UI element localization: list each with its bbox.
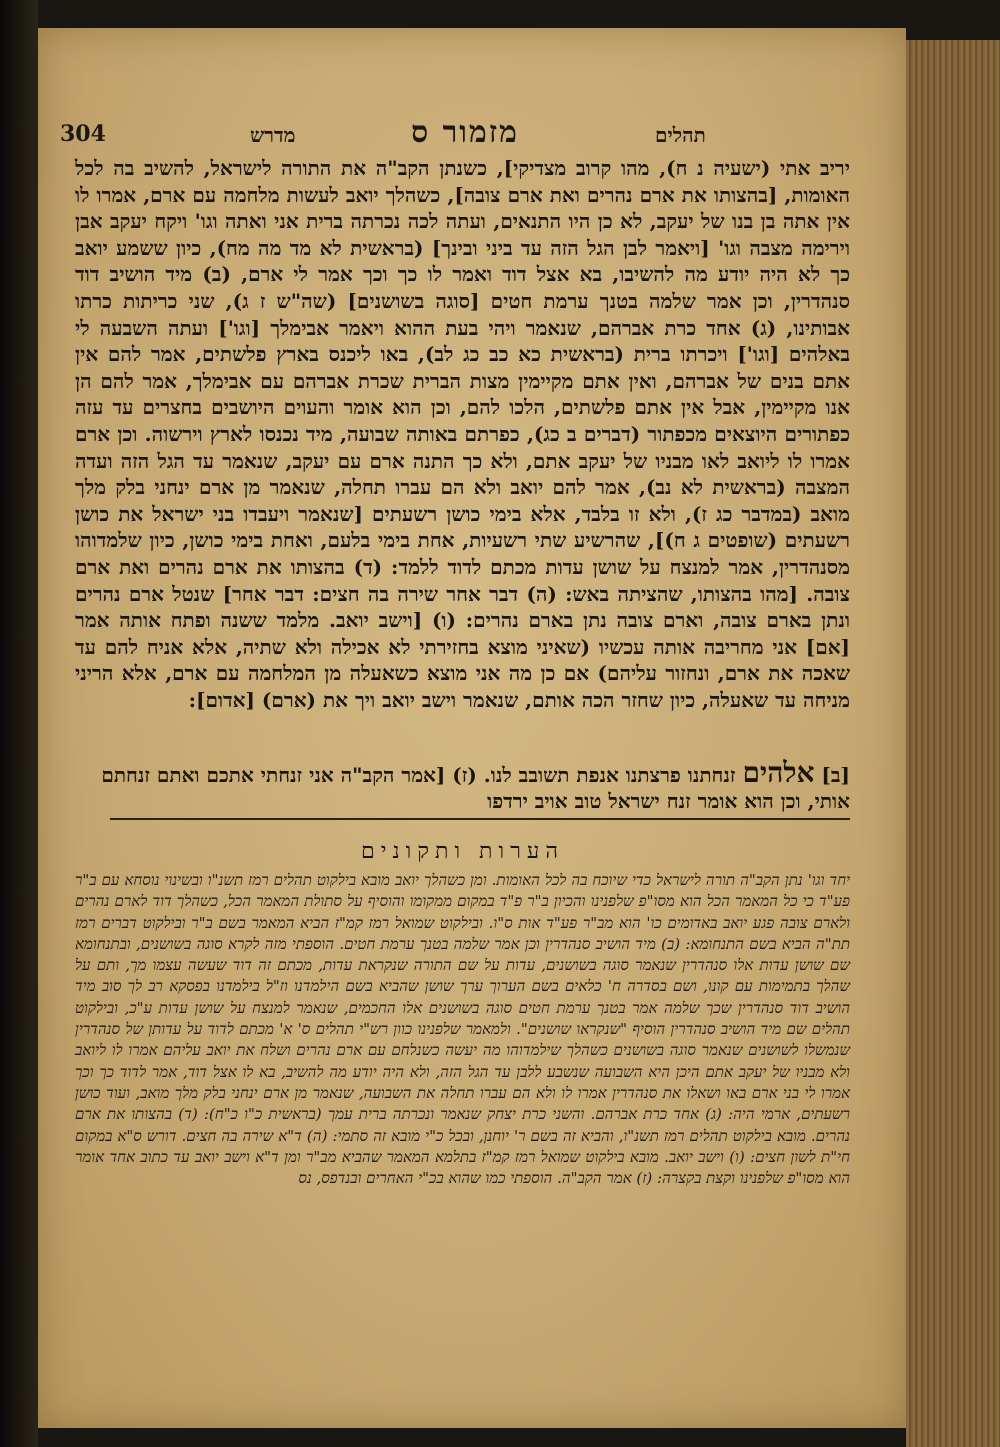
main-text-block	[75, 155, 850, 713]
page-number: 304	[60, 121, 106, 147]
header-book-label: מדרש	[250, 123, 296, 147]
verse-block	[75, 756, 850, 814]
section-divider	[110, 818, 850, 820]
verse-number: [ב]	[821, 763, 850, 787]
notes-text: יחד וגו' נתן הקב"ה תורה לישראל כדי שיוכח בה לכל האומות. ומן כשהלך יואב מובא בילקוט תהלים רמז תשנ"ו ובשינוי נוסחא עם ב"ר פע"ד כי כל המאמר הכל הוא מסו"פ שלפנינו והכיון ב"ר פ"ד במקום ממקומו והוסיף על סתולת המאמר הכל, כשהלך דוד לארם נהרים ולארם צובה פגע יואב באדומים כו' הוא מב"ר פע"ד אות ס"ו. ובילקוט שמואל רמז קמ"ז הביא המאמר בשם ב"ר ובילקוט דברים רמז תת"ה הביא בשם התנחומא: (ב) מיד הושיב סנהדרין וכן אמר שלמה בטנך ערמת חטים. הוספתי מזה לקרא סוגה בשושנים, ובתנחומא שם שושן עדות אלו סנהדרין שנאמר סוגה בשושנים, עדות על שם התורה שנקראת עדות, מכתם זה דוד שעשה עצמו מך, ותם על שהלך בתמימות עם קונו, ושם בסדרה ח' כלאים בשם הערוך ערך שושן שהביא בשם הילמדנו וז"ל בילמדנו בפסקא רב לך סוב מיד הושיב דוד סנהדרין שכך שלמה אמר בטנך ערמת חטים סוגה בשושנים אלו החכמים, שנאמר למנצח על שושן עדות ע"כ, ובילקוט תהלים שם מיד הושיב סנהדרין הוסיף "שנקראו שושנים". ולמאמר שלפנינו כוון רש"י תהלים ס' א' מכתם לדוד על עדותן של סנהדרין שנמשלו לשושנים שנאמר סוגה בשושנים כשהלך שילמדוהו מה יעשה כשנלחם עם ארם נהרים ושלח את יואב עליהם אמרו לו ליואב ולא מבניו של יעקב אתם היכן היא השבועה שנשבע ללבן עד הגל הזה, ולא היה יודע מה להשיב, בא לו אצל דוד, אמר לדוד כך וכך אמרו לי בני ארם באו ושאלו את סנהדרין אמרו לו ולא הם עברו תחלה את השבועה, שנאמר מן ארם ינחני בלק מלך מואב, ועוד כושן רשעתים, ארמי היה: (ג) אחד כרת אברהם. והשני כרת יצחק שנאמר ונכרתה ברית עמך (בראשית כ"ו כ"ח): (ד) בהצותו את ארם נהרים. מובא בילקוט תהלים רמז תשנ"ו, והביא זה בשם ר' יוחנן, ובכל כ"י מובא זה סתמי: (ה) ד"א שירה בה חצים. דורש ס"א במקום חי"ת לשון חצים: (ו) וישב יואב. מובא בילקוט שמואל רמז קמ"ז בתלמא המאמר שהביא מב"ר ומן ד"א וישב יואב עד כתוב אחד אומר הוא מסו"פ שלפנינו וקצת בקצרה: (ז) אמר הקב"ה. הוספתי כמו שהוא בכ"י האחרים ובנדפס, נס	[75, 871, 850, 1188]
header-section-label: תהלים	[655, 123, 706, 147]
book-page-edges	[906, 40, 1000, 1447]
notes-heading: הערות ותקונים	[360, 839, 565, 864]
scan-left-border	[0, 0, 38, 1447]
header-title: מזמור ס	[411, 115, 519, 150]
verse-lemma: אלהים	[742, 756, 815, 789]
notes-block	[75, 870, 850, 1189]
verse-text: זנחתנו פרצתנו אנפת תשובב לנו. (ז) [אמר הקב"ה אני זנחתי אתכם ואתם זנחתם אותי, וכן הוא אומר זנח ישראל טוב אויב ירדפו	[101, 763, 850, 813]
main-text: יריב אתי (ישעיה נ ח), מהו קרוב מצדיקי], כשנתן הקב"ה את התורה לישראל, להשיב בה לכל האומות, [בהצותו את ארם נהרים ואת ארם צובה], כשהלך יואב לעשות מלחמה עם ארם, אמרו לו אין אתה בן בנו של יעקב, לא כן היו התנאים, ועתה לכה נכרתה ברית אני ואתה וגו' ויקח יעקב אבן וירימה מצבה וגו' [ויאמר לבן הגל הזה עד ביני ובינך] (בראשית לא מד מה מח), כיון ששמע יואב כך לא היה יודע מה להשיבו, בא אצל דוד ואמר לו כך וכך אמר לי ארם, (ב) מיד הושיב דוד סנהדרין, וכן אמר שלמה בטנך ערמת חטים [סוגה בשושנים] (שה"ש ז ג), שני כריתות כרתו אבותינו, (ג) אחד כרת אברהם, שנאמר ויהי בעת ההוא ויאמר אבימלך [וגו'] ועתה השבעה לי באלהים [וגו'] ויכרתו ברית (בראשית כא כב כג לב), באו ליכנס בארץ פלשתים, אמר להם אין אתם בנים של אברהם, ואין אתם מקיימין מצות הברית שכרת אברהם עם אבימלך, אמר להם הן אנו מקיימין, אבל אין אתם פלשתים, הלכו להם, וכן הוא אומר והעוים היושבים בחצרים עד עזה כפתורים היוצאים מכפתור (דברים ב כג), כפרתם באותה שבועה, מיד נכנסו לארץ וירשוה. וכן ארם אמרו לו ליואב לאו מבניו של יעקב אתם, ולא כך התנה ארם עם יעקב, שנאמר עד הגל הזה ועדה המצבה (בראשית לא נב), אמר להם יואב ולא הם עברו תחלה, שנאמר מן ארם ינחני בלק מלך מואב (במדבר כג ז), ולא זו בלבד, אלא בימי כושן רשעתים [שנאמר ויעבדו בני ישראל את כושן רשעתים (שופטים ג ח)], שהרשיע שתי רשעיות, אחת בימי בלעם, ואחת בימי כושן, כיון שלמדוהו מסנהדרין, אמר למנצח על שושן עדות מכתם לדוד ללמד: (ד) בהצותו את ארם נהרים ואת ארם צובה. [מהו בהצותו, שהציתה באש: (ה) דבר אחר שירה בה חצים: דבר אחר] שנטל ארם נהרים ונתן בארם צובה, וארם צובה נתן בארם נהרים: (ו) [וישב יואב. מלמד ששנה ופתח אותה אמר [אם] אני מחריבה אותה עכשיו (שאיני מוצא בחזירתי לא אכילה ולא שתיה, אלא אניח להם עד שאכה את ארם, ונחזור עליהם) אם כן מה אני מוצא כשאעלה מן המלחמה עם ארם, אלא הריני מניחה עד שאעלה, כיון שחזר הכה אותם, שנאמר וישב יואב ויך את (ארם) [אדום]:	[75, 156, 850, 712]
running-header	[60, 115, 850, 155]
